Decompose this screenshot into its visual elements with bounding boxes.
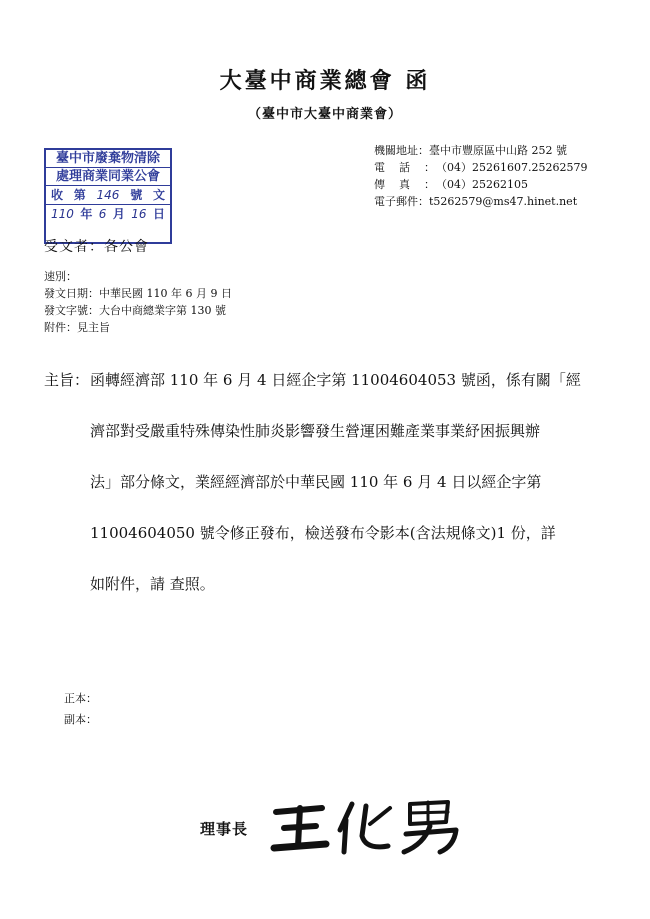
signature-title: 理事長 xyxy=(200,820,249,838)
contact-phone-row xyxy=(374,159,587,176)
contact-fax-label: 傳真： xyxy=(374,178,449,191)
contact-phone: （04）25261607.25262579 xyxy=(436,161,588,174)
main-subject-body xyxy=(90,355,620,610)
signature-seal-icon xyxy=(270,796,466,856)
main-subject-line: 11004604050 號令修正發布，檢送發布令影本(含法規條文)1 份，詳 xyxy=(90,524,556,542)
contact-phone-label: 電話： xyxy=(374,161,449,174)
contact-address: 臺中市豐原區中山路 252 號 xyxy=(429,144,567,157)
document-subtitle: （臺中市大臺中商業會） xyxy=(247,107,402,122)
stamp-receipt-number: 146 xyxy=(96,188,120,202)
stamp-org-line1: 臺中市廢棄物清除 xyxy=(46,150,170,168)
stamp-date-month-suffix: 月 xyxy=(112,207,125,221)
recipient: 受文者：各公會 xyxy=(44,239,149,255)
stamp-date-day-suffix: 日 xyxy=(152,207,165,221)
main-subject-line: 濟部對受嚴重特殊傳染性肺炎影響發生營運困難產業事業紓困振興辦 xyxy=(90,422,541,440)
stamp-receipt-word: 第 xyxy=(73,188,86,202)
main-subject-line: 如附件，請 查照。 xyxy=(90,575,215,593)
contact-email-label: 電子郵件： xyxy=(374,195,429,208)
stamp-receipt-row xyxy=(46,186,170,205)
receipt-stamp xyxy=(44,148,172,244)
contact-email: t5262579@ms47.hinet.net xyxy=(429,195,578,208)
main-subject-line: 法」部分條文，業經經濟部於中華民國 110 年 6 月 4 日以經企字第 xyxy=(90,473,542,491)
stamp-org-line2: 處理商業同業公會 xyxy=(46,168,170,186)
stamp-receipt-end: 文 xyxy=(152,188,165,202)
cc-copy: 副本： xyxy=(64,713,97,726)
document-title: 大臺中商業總會 函 xyxy=(219,69,431,94)
stamp-receipt-label: 收 xyxy=(51,188,64,202)
contact-block xyxy=(374,142,587,210)
stamp-date-year: 110 xyxy=(51,207,74,221)
contact-fax-row xyxy=(374,176,587,193)
cc-original: 正本： xyxy=(64,692,97,705)
main-subject-line: 函轉經濟部 110 年 6 月 4 日經企字第 11004604053 號函，係有關「經 xyxy=(90,371,581,389)
cc-block xyxy=(64,688,97,730)
signature-block xyxy=(200,796,470,856)
meta-speed: 速別： xyxy=(44,270,77,283)
meta-date: 發文日期：中華民國 110 年 6 月 9 日 xyxy=(44,287,232,300)
meta-doc-number: 發文字號：大台中商總業字第 130 號 xyxy=(44,304,226,317)
contact-address-label: 機關地址： xyxy=(374,144,429,157)
stamp-date-year-suffix: 年 xyxy=(80,207,93,221)
stamp-date-month: 6 xyxy=(98,207,107,221)
meta-attachment: 附件：見主旨 xyxy=(44,321,110,334)
contact-fax: （04）25262105 xyxy=(436,178,528,191)
contact-address-row xyxy=(374,142,587,159)
meta-block xyxy=(44,268,232,336)
contact-email-row xyxy=(374,193,587,210)
stamp-date-row xyxy=(46,205,170,223)
stamp-date-day: 16 xyxy=(131,207,147,221)
main-subject-label: 主旨： xyxy=(44,371,90,389)
stamp-receipt-suffix: 號 xyxy=(130,188,143,202)
